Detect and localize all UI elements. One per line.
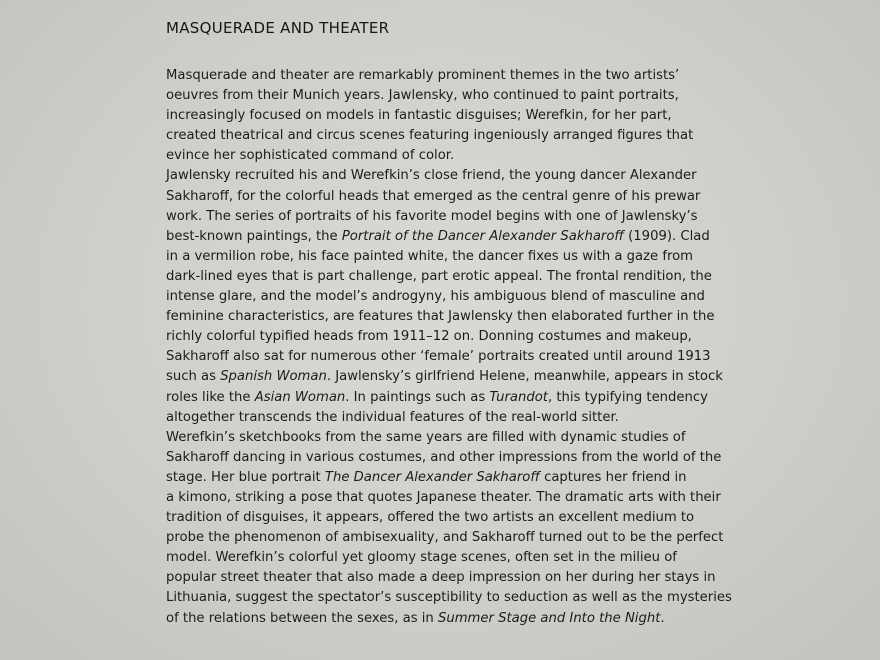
text-segment: Lithuania, suggest the spectator’s susceptibility to seduction as well as the mysteries <box>166 590 732 606</box>
text-line <box>166 468 786 488</box>
text-line <box>166 528 786 548</box>
text-line <box>166 267 786 287</box>
text-segment: altogether transcends the individual features of the real-world sitter. <box>166 409 619 425</box>
text-segment: intense glare, and the model’s androgyny, his ambiguous blend of masculine and <box>166 289 705 305</box>
artwork-title: The Dancer Alexander Sakharoff <box>324 469 540 485</box>
text-segment: (1909). Clad <box>623 228 710 244</box>
text-line <box>166 448 786 468</box>
text-segment: richly colorful typified heads from 1911–12 on. Donning costumes and makeup, <box>166 329 692 345</box>
paragraph-3 <box>166 428 786 629</box>
text-line <box>166 187 786 207</box>
text-line <box>166 588 786 608</box>
text-line <box>166 227 786 247</box>
text-line <box>166 408 786 428</box>
text-line <box>166 548 786 568</box>
text-line <box>166 66 786 86</box>
text-line <box>166 307 786 327</box>
text-line <box>166 247 786 267</box>
text-line <box>166 146 786 166</box>
text-segment: stage. Her blue portrait <box>166 469 325 485</box>
text-segment: best-known paintings, the <box>166 228 342 244</box>
text-line <box>166 488 786 508</box>
text-segment: such as <box>166 369 221 385</box>
text-segment: Sakharoff dancing in various costumes, and other impressions from the world of the <box>166 449 722 465</box>
text-segment: , this typifying tendency <box>547 389 708 405</box>
text-line <box>166 609 786 629</box>
text-segment: roles like the <box>166 389 255 405</box>
text-segment: Werefkin’s sketchbooks from the same years are filled with dynamic studies of <box>166 429 686 445</box>
text-line <box>166 388 786 408</box>
text-segment: feminine characteristics, are features that Jawlensky then elaborated further in the <box>166 309 715 325</box>
text-segment: . Jawlensky’s girlfriend Helene, meanwhile, appears in stock <box>326 369 723 385</box>
text-segment: Jawlensky recruited his and Werefkin’s close friend, the young dancer Alexander <box>166 168 697 184</box>
text-line <box>166 428 786 448</box>
text-segment: . <box>660 610 665 626</box>
text-segment: probe the phenomenon of ambisexuality, and Sakharoff turned out to be the perfect <box>166 530 724 546</box>
paragraph-1 <box>166 66 786 166</box>
text-line <box>166 106 786 126</box>
paragraph-2 <box>166 166 786 427</box>
text-segment: evince her sophisticated command of color. <box>166 148 455 164</box>
text-line <box>166 568 786 588</box>
text-line <box>166 347 786 367</box>
text-segment: of the relations between the sexes, as in <box>166 610 438 626</box>
text-segment: popular street theater that also made a deep impression on her during her stays in <box>166 570 716 586</box>
text-segment: captures her friend in <box>539 469 687 485</box>
panel-title: MASQUERADE AND THEATER <box>166 19 390 37</box>
text-line <box>166 126 786 146</box>
text-segment: dark-lined eyes that is part challenge, part erotic appeal. The frontal rendition, the <box>166 268 712 284</box>
text-segment: oeuvres from their Munich years. Jawlensky, who continued to paint portraits, <box>166 88 679 104</box>
text-segment: work. The series of portraits of his favorite model begins with one of Jawlensky’s <box>166 208 698 224</box>
text-line <box>166 86 786 106</box>
artwork-title: Portrait of the Dancer Alexander Sakharoff <box>341 228 624 244</box>
text-segment: Sakharoff, for the colorful heads that emerged as the central genre of his prewar <box>166 188 701 204</box>
artwork-title: Summer Stage and Into the Night <box>437 610 661 626</box>
text-line <box>166 327 786 347</box>
text-line <box>166 508 786 528</box>
text-line <box>166 166 786 186</box>
text-segment: . In paintings such as <box>345 389 490 405</box>
text-line <box>166 207 786 227</box>
artwork-title: Turandot <box>489 389 548 405</box>
text-segment: model. Werefkin’s colorful yet gloomy stage scenes, often set in the milieu of <box>166 550 677 566</box>
wall-text-panel <box>166 18 786 629</box>
text-segment: in a vermilion robe, his face painted white, the dancer fixes us with a gaze from <box>166 248 694 264</box>
text-segment: Masquerade and theater are remarkably prominent themes in the two artists’ <box>166 68 680 83</box>
text-line <box>166 287 786 307</box>
text-segment: tradition of disguises, it appears, offered the two artists an excellent medium to <box>166 510 695 526</box>
text-segment: increasingly focused on models in fantastic disguises; Werefkin, for her part, <box>166 108 672 124</box>
text-segment: created theatrical and circus scenes featuring ingeniously arranged figures that <box>166 128 694 144</box>
artwork-title: Asian Woman <box>254 389 346 405</box>
artwork-title: Spanish Woman <box>220 369 327 385</box>
text-segment: Sakharoff also sat for numerous other ‘female’ portraits created until around 1913 <box>166 349 711 365</box>
panel-body <box>166 66 786 629</box>
text-line <box>166 367 786 387</box>
text-segment: a kimono, striking a pose that quotes Japanese theater. The dramatic arts with their <box>166 489 721 505</box>
